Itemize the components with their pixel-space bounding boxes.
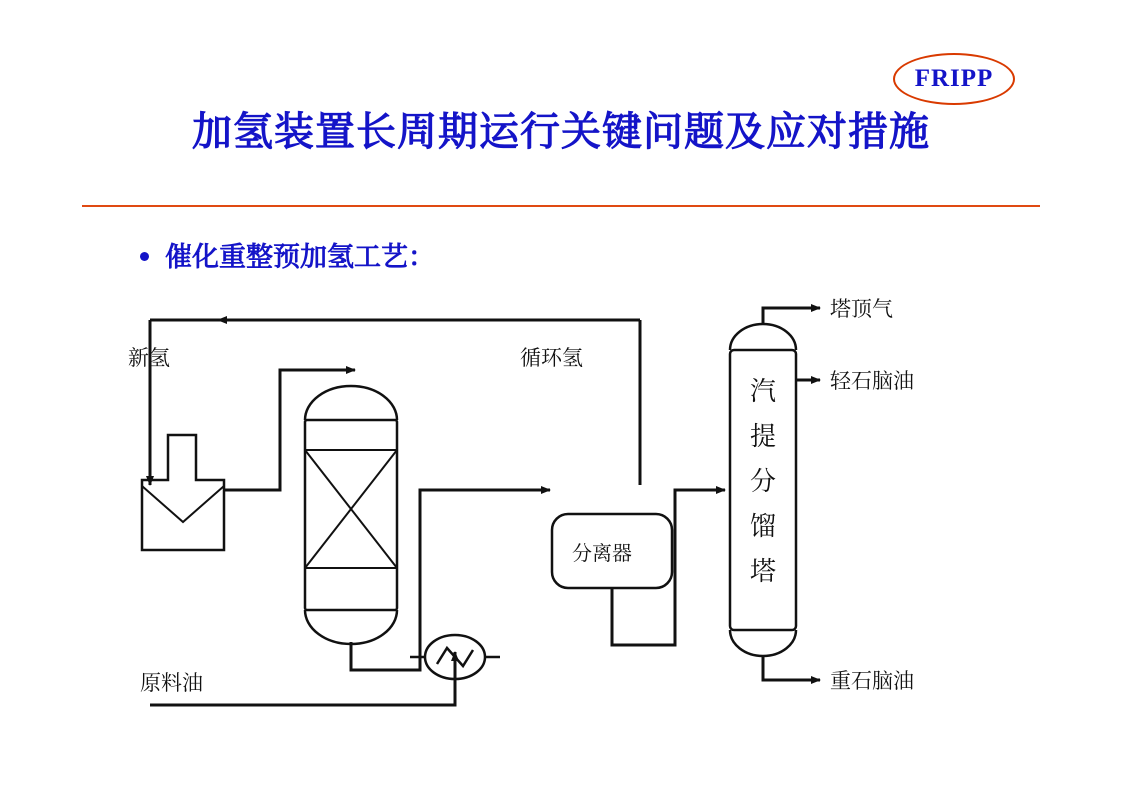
separator-vessel [552,514,672,588]
bullet-item-label: 催化重整预加氢工艺： [165,242,435,273]
reactor-vessel [305,386,397,644]
label-separator: 分离器 [572,541,632,565]
tower-char-2: 分 [750,467,777,497]
bullet-dot-icon [140,252,149,261]
tower-char-0: 汽 [750,377,777,407]
reactor-to-separator-line [351,490,550,670]
tower-char-3: 馏 [750,512,777,542]
fripp-logo [893,53,1015,105]
fractionation-tower [730,324,796,656]
tower-char-4: 塔 [750,557,777,587]
label-light-naphtha: 轻石脑油 [830,369,914,393]
process-flow-diagram [120,290,1020,740]
label-feed-oil: 原料油 [140,671,203,695]
bullet-item [140,235,435,274]
label-heavy-naphtha: 重石脑油 [830,669,914,693]
process-flow-svg [120,290,1020,740]
label-fresh-hydrogen: 新氢 [128,346,170,370]
label-overhead-gas: 塔顶气 [830,297,893,321]
fripp-logo-text: FRIPP [914,65,994,92]
page-title: 加氢装置长周期运行关键问题及应对措施 [192,109,930,155]
overhead-gas-line [763,308,820,324]
recycle-hydrogen-line [150,320,640,485]
tower-char-1: 提 [750,422,777,452]
heater-vessel [142,435,224,550]
heavy-naphtha-line [763,656,820,680]
title-divider [82,205,1040,207]
label-recycle-hydrogen: 循环氢 [520,346,583,370]
